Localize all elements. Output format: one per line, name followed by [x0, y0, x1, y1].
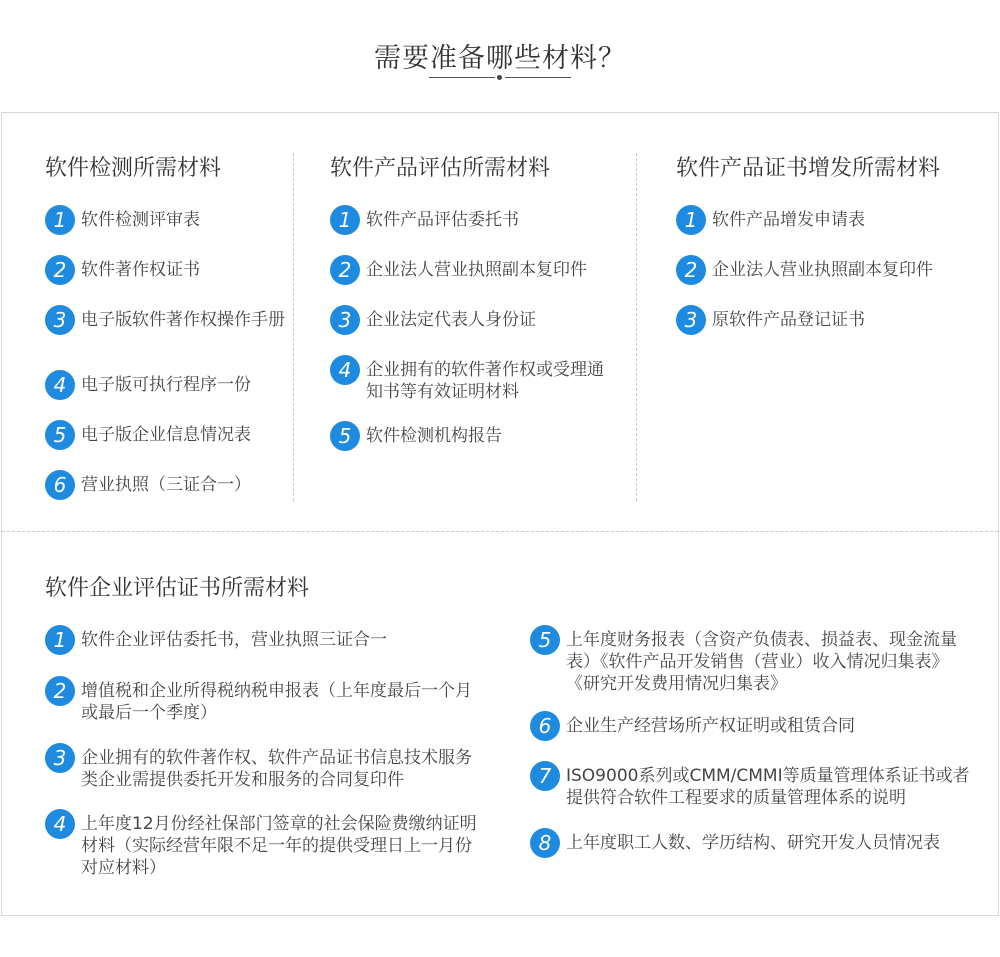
section-heading-enterprise-evaluation: 软件企业评估证书所需材料 [45, 576, 310, 601]
numbered-circle-icon: 6 [530, 711, 560, 741]
title-dot-icon [497, 75, 502, 80]
list-item-text: 企业拥有的软件著作权或受理通知书等有效证明材料 [366, 360, 604, 402]
title-underline-right [505, 77, 571, 78]
list-item-text: 上年度财务报表（含资产负债表、损益表、现金流量表）《软件产品开发销售（营业）收入情况归集表》《研究开发费用情况归集表》 [566, 630, 957, 694]
list-item [330, 205, 620, 235]
numbered-circle-icon: 7 [530, 761, 560, 791]
column-divider-2 [636, 153, 637, 501]
numbered-circle-icon: 2 [330, 255, 360, 285]
section-heading-software-testing: 软件检测所需材料 [45, 156, 222, 181]
list-item [330, 305, 620, 335]
numbered-circle-icon: 6 [45, 470, 75, 500]
section-heading-certificate-issuance: 软件产品证书增发所需材料 [676, 156, 941, 181]
page-header [0, 0, 1000, 112]
list-item-text: 软件产品评估委托书 [366, 210, 519, 230]
numbered-circle-icon: 3 [45, 743, 75, 773]
list-item-text: 软件检测机构报告 [366, 426, 502, 446]
list-item [676, 305, 976, 335]
numbered-circle-icon: 5 [530, 625, 560, 655]
list-item-text: 企业生产经营场所产权证明或租赁合同 [566, 716, 855, 736]
section-heading-product-evaluation: 软件产品评估所需材料 [330, 156, 551, 181]
list-item-text: 企业法定代表人身份证 [366, 310, 536, 330]
section-divider [2, 531, 998, 532]
list-item-text: 企业法人营业执照副本复印件 [366, 260, 587, 280]
list-item-text: 原软件产品登记证书 [712, 310, 865, 330]
numbered-circle-icon: 5 [330, 421, 360, 451]
list-item-text: ISO9000系列或CMM/CMMI等质量管理体系证书或者提供符合软件工程要求的质量管理体系的说明 [566, 766, 970, 808]
list-item [330, 255, 620, 285]
title-underline-left [429, 77, 495, 78]
list-item [330, 355, 620, 403]
numbered-circle-icon: 2 [45, 676, 75, 706]
list-item [45, 470, 285, 500]
column-divider-1 [293, 153, 294, 501]
list-item-text: 电子版可执行程序一份 [81, 375, 251, 395]
numbered-circle-icon: 4 [45, 370, 75, 400]
list-item-text: 上年度12月份经社保部门签章的社会保险费缴纳证明材料（实际经营年限不足一年的提供受理日上一月份对应材料） [81, 814, 477, 878]
list-item-text: 电子版软件著作权操作手册 [81, 310, 285, 330]
numbered-circle-icon: 4 [45, 809, 75, 839]
list-item-text: 软件检测评审表 [81, 210, 200, 230]
list-item [530, 625, 970, 695]
list-item-text: 软件产品增发申请表 [712, 210, 865, 230]
list-item-text: 上年度职工人数、学历结构、研究开发人员情况表 [566, 833, 940, 853]
list-item [45, 420, 285, 450]
list-item [45, 625, 485, 655]
numbered-circle-icon: 8 [530, 828, 560, 858]
list-item [45, 205, 285, 235]
list-item [676, 205, 976, 235]
page-title: 需要准备哪些材料？ [374, 43, 626, 74]
numbered-circle-icon: 2 [676, 255, 706, 285]
list-item [45, 305, 285, 335]
list-item [45, 743, 485, 791]
numbered-circle-icon: 1 [45, 625, 75, 655]
numbered-circle-icon: 1 [330, 205, 360, 235]
numbered-circle-icon: 2 [45, 255, 75, 285]
list-item [676, 255, 976, 285]
list-item [530, 711, 970, 741]
list-item-text: 企业拥有的软件著作权、软件产品证书信息技术服务类企业需提供委托开发和服务的合同复印件 [81, 748, 472, 790]
materials-panel [1, 112, 999, 916]
numbered-circle-icon: 3 [330, 305, 360, 335]
list-item [330, 421, 620, 451]
list-item-text: 增值税和企业所得税纳税申报表（上年度最后一个月或最后一个季度） [81, 681, 472, 723]
list-item-text: 软件著作权证书 [81, 260, 200, 280]
list-item [45, 255, 285, 285]
numbered-circle-icon: 3 [45, 305, 75, 335]
list-item-text: 软件企业评估委托书，营业执照三证合一 [81, 630, 387, 650]
list-item-text: 企业法人营业执照副本复印件 [712, 260, 933, 280]
list-item [45, 676, 485, 724]
list-item [530, 761, 970, 809]
list-item [530, 828, 970, 858]
list-item [45, 809, 485, 879]
numbered-circle-icon: 5 [45, 420, 75, 450]
list-item-text: 营业执照（三证合一） [81, 475, 251, 495]
numbered-circle-icon: 3 [676, 305, 706, 335]
list-item [45, 370, 285, 400]
numbered-circle-icon: 1 [676, 205, 706, 235]
list-item-text: 电子版企业信息情况表 [81, 425, 251, 445]
numbered-circle-icon: 1 [45, 205, 75, 235]
numbered-circle-icon: 4 [330, 355, 360, 385]
